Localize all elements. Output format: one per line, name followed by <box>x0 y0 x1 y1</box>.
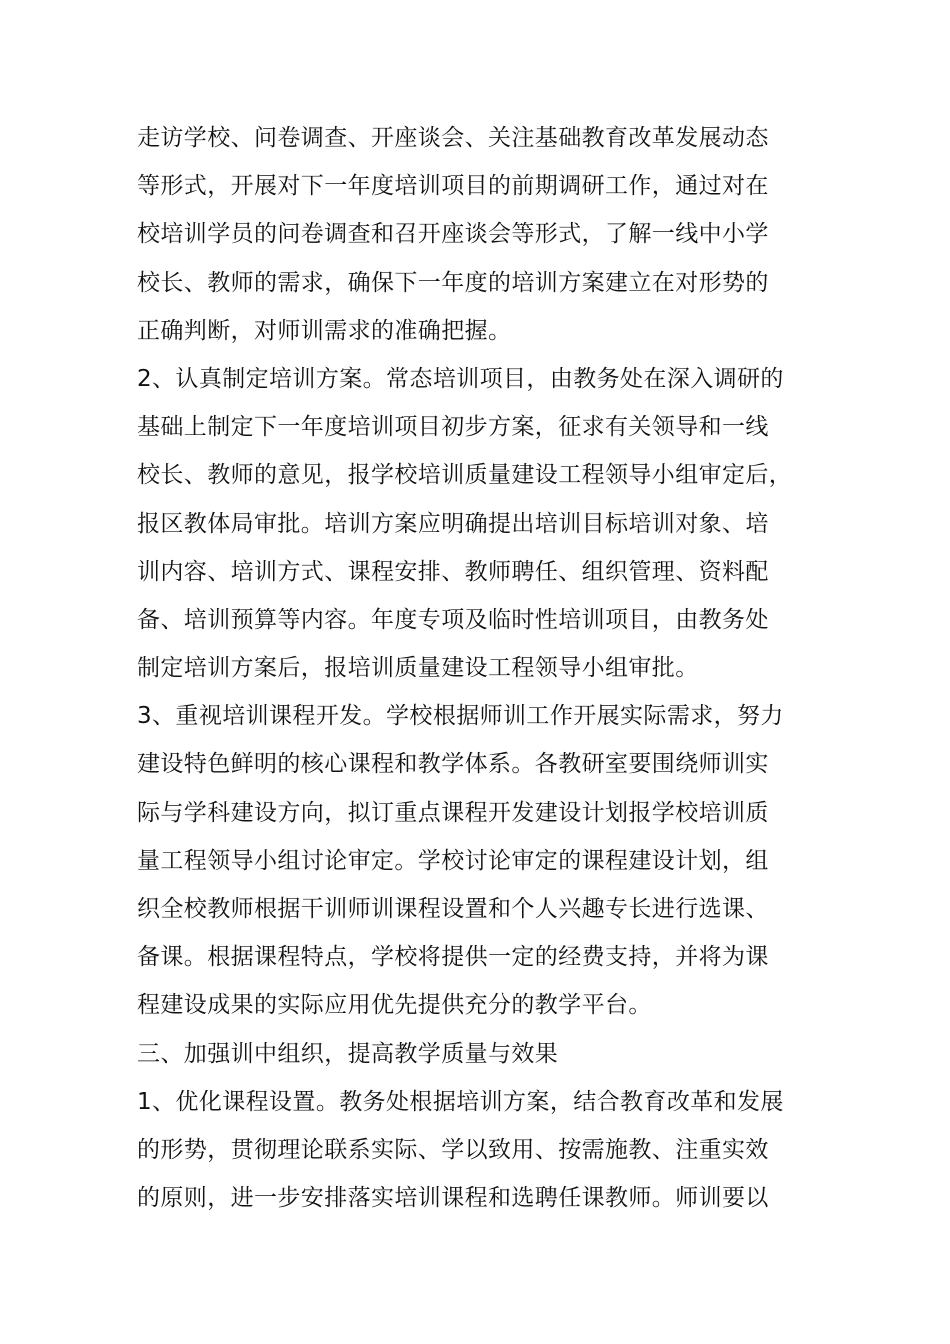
text-line: 程建设成果的实际应用优先提供充分的教学平台。 <box>137 992 652 1019</box>
text-line: 2、认真制定培训方案。常态培训项目，由教务处在深入调研的 <box>137 365 784 392</box>
text-line: 量工程领导小组讨论审定。学校讨论审定的课程建设计划，组 <box>137 847 769 874</box>
text-line: 1、优化课程设置。教务处根据培训方案，结合教育改革和发展 <box>137 1088 784 1115</box>
text-line: 3、重视培训课程开发。学校根据师训工作开展实际需求，努力 <box>137 703 784 730</box>
text-line: 的原则，进一步安排落实培训课程和选聘任课教师。师训要以 <box>137 1185 769 1212</box>
text-line: 制定培训方案后，报培训质量建设工程领导小组审批。 <box>137 655 699 682</box>
document-body <box>137 114 827 1222</box>
text-line: 走访学校、问卷调查、开座谈会、关注基础教育改革发展动态 <box>137 125 769 151</box>
text-line: 的形势，贯彻理论联系实际、学以致用、按需施教、注重实效 <box>137 1136 769 1163</box>
text-line: 训内容、培训方式、课程安排、教师聘任、组织管理、资料配 <box>137 558 769 585</box>
text-line: 建设特色鲜明的核心课程和教学体系。各教研室要围绕师训实 <box>137 751 769 778</box>
text-line: 织全校教师根据干训师训课程设置和个人兴趣专长进行选课、 <box>137 896 769 922</box>
text-line: 正确判断，对师训需求的准确把握。 <box>137 317 512 344</box>
text-line: 校长、教师的需求，确保下一年度的培训方案建立在对形势的 <box>137 269 769 296</box>
text-line: 际与学科建设方向，拟订重点课程开发建设计划报学校培训质 <box>137 799 769 826</box>
section-heading: 三、加强训中组织，提高教学质量与效果 <box>137 1040 559 1067</box>
text-line: 等形式，开展对下一年度培训项目的前期调研工作，通过对在 <box>137 173 769 200</box>
text-line: 备课。根据课程特点，学校将提供一定的经费支持，并将为课 <box>137 944 769 971</box>
text-line: 校培训学员的问卷调查和召开座谈会等形式，了解一线中小学 <box>137 221 769 248</box>
text-line: 备、培训预算等内容。年度专项及临时性培训项目，由教务处 <box>137 606 769 633</box>
text-line: 报区教体局审批。培训方案应明确提出培训目标培训对象、培 <box>137 510 769 537</box>
text-line: 基础上制定下一年度培训项目初步方案，征求有关领导和一线 <box>137 414 769 441</box>
text-line: 校长、教师的意见，报学校培训质量建设工程领导小组审定后， <box>137 462 793 489</box>
